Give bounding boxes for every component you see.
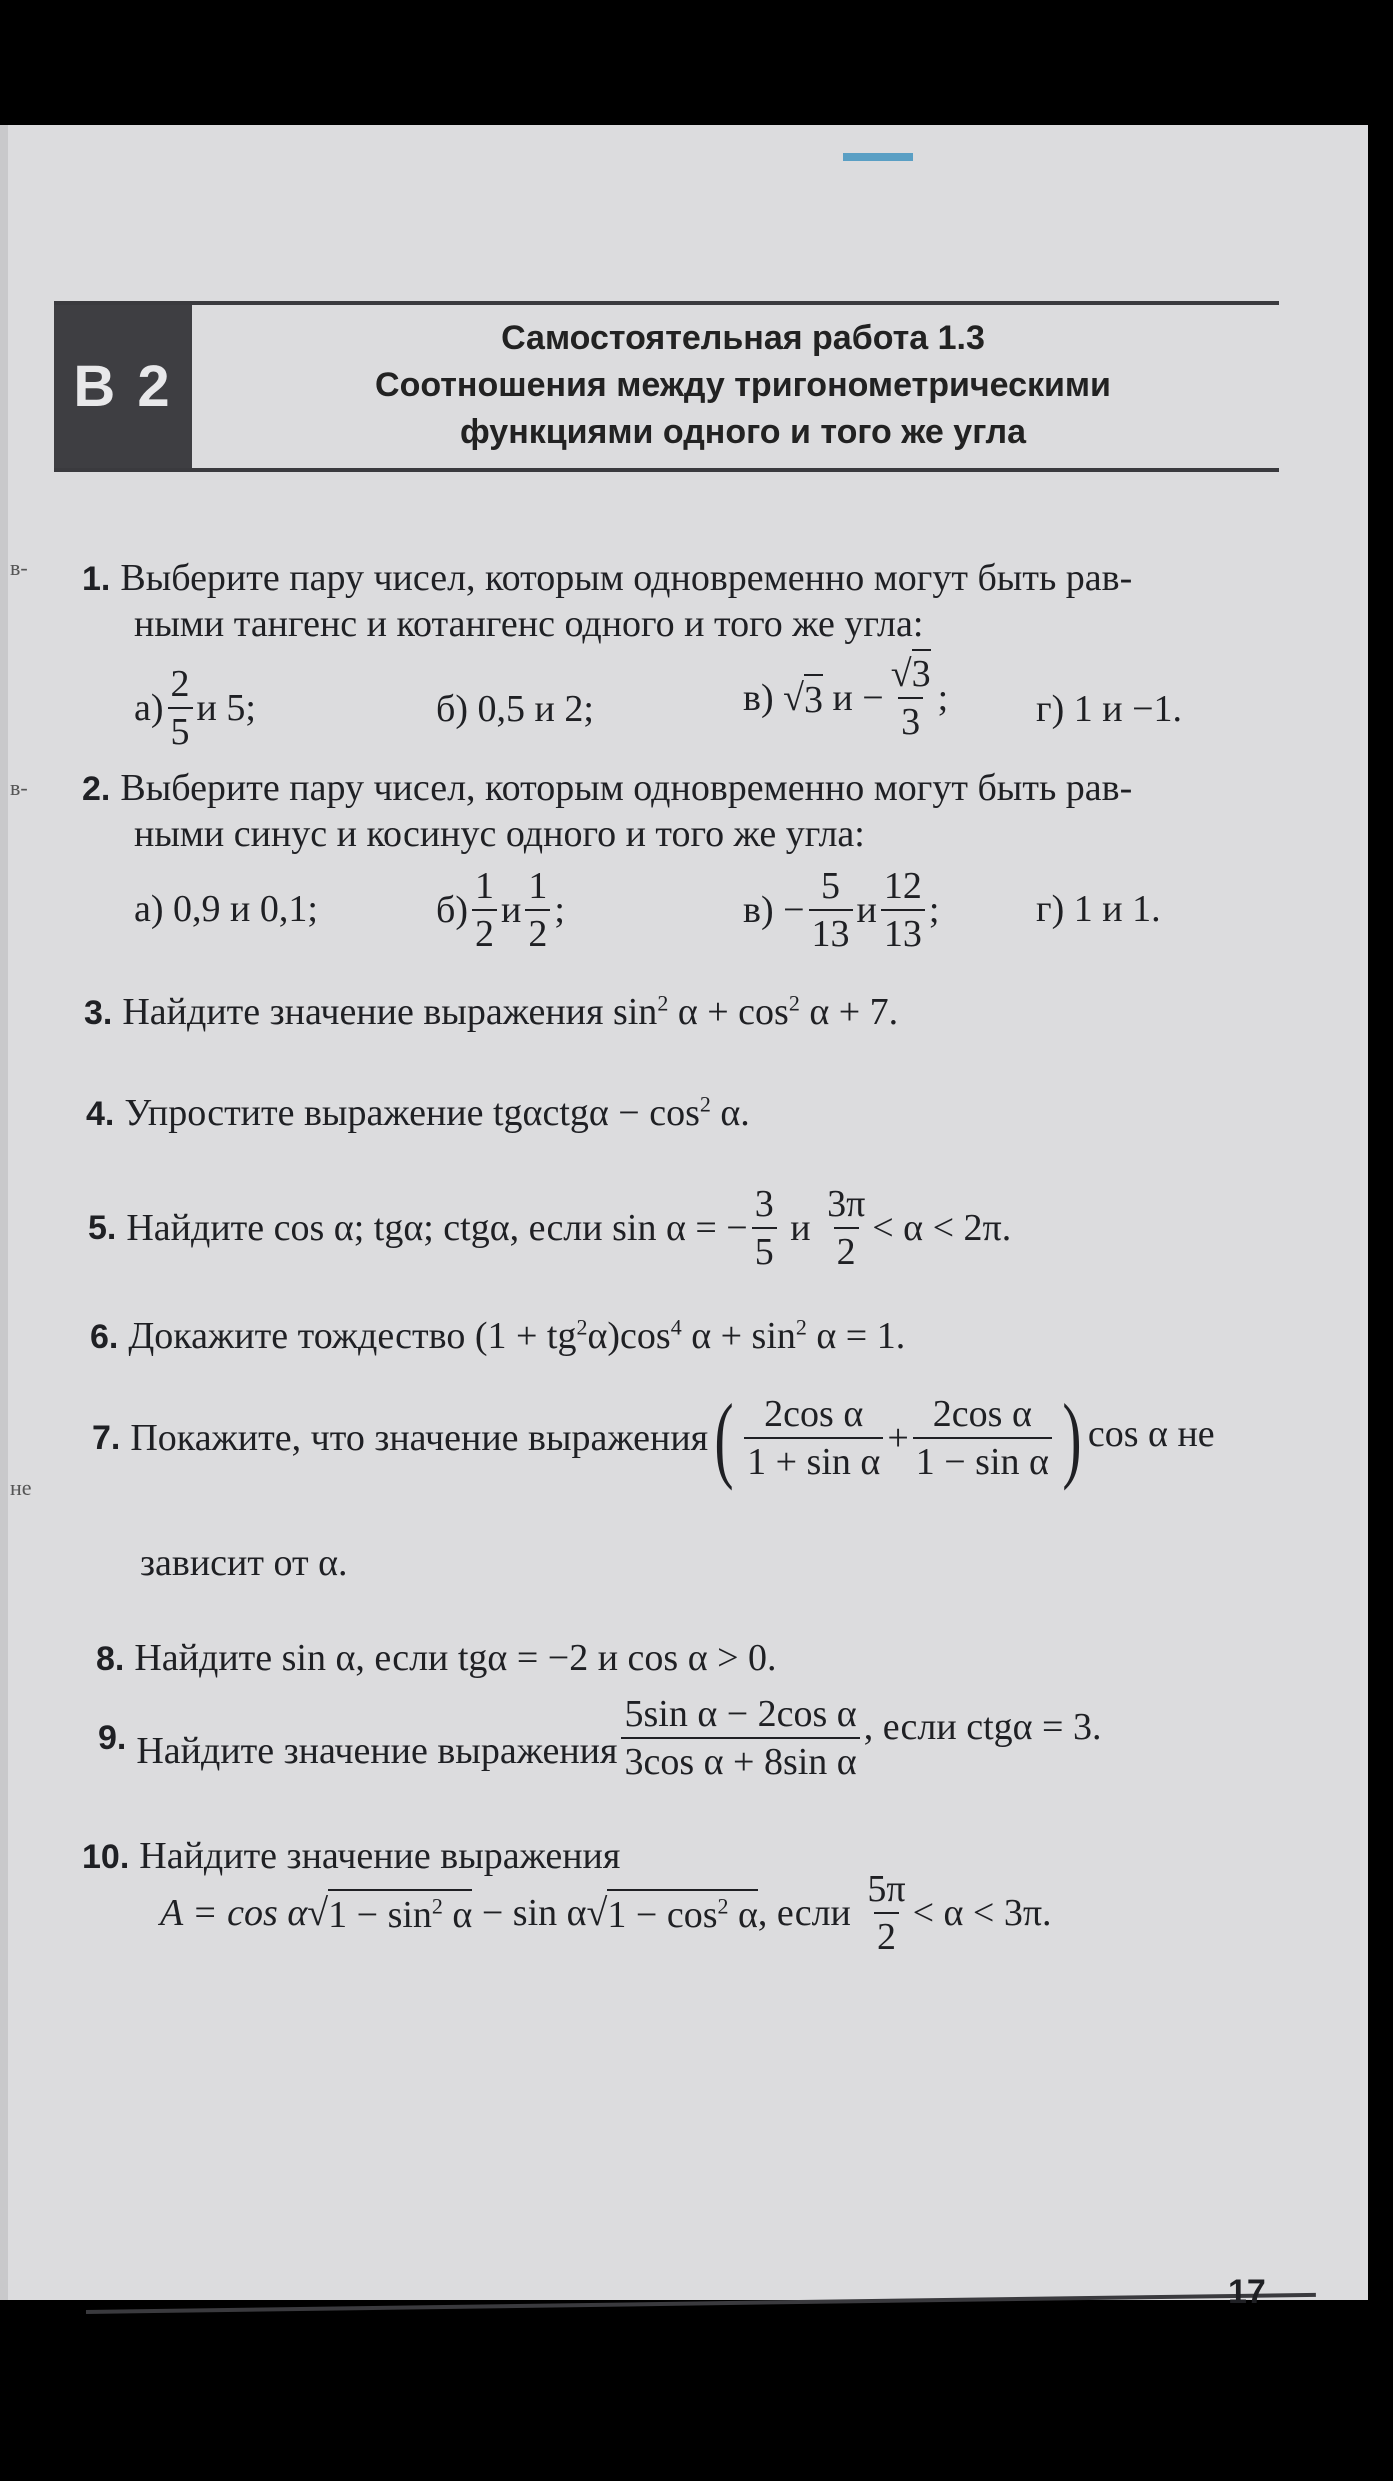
problem-7: 7. Покажите, что значение выражения ( $\frac{\text{2cos α}}{\text{1 + sin α}}$ + $\frac{\text{2cos α}}{\text{1 − sin α}}$ ) cos α не xyxy=(92,1384,1215,1491)
footer-rule xyxy=(86,2293,1316,2314)
problem-2-option-b: б) $\frac{1}{2}$ и $\frac{1}{2}$ ; xyxy=(436,865,565,955)
margin-note: в- xyxy=(10,555,28,580)
header-rule-bottom xyxy=(54,468,1279,472)
header-rule-top xyxy=(54,301,1279,305)
title-line-3: функциями одного и того же угла xyxy=(459,413,1027,451)
problem-2-option-c: в) − $\frac{5}{13}$ и $\frac{12}{13}$ ; xyxy=(743,865,940,955)
problem-1-option-a: а) $\frac{2}{5}$ и 5; xyxy=(134,663,256,753)
problem-1-option-d: г) 1 и −1. xyxy=(1036,688,1183,730)
problem-7-line-2: зависит от α. xyxy=(140,1542,348,1584)
problem-5: 5. Найдите cos α; tgα; ctgα, если sin α = − $\frac{3}{5}$ и $\frac{3\pi}{2}$ < α < 2π. xyxy=(88,1183,1012,1273)
problem-2-line-2: ными синус и косинус одного и того же угла: xyxy=(134,813,865,855)
page-title xyxy=(208,315,1278,456)
problem-9: 9. Найдите значение выражения $\frac{\text{5sin α − 2cos α}}{\text{3cos α + 8sin α}}$ , если ctgα = 3. xyxy=(98,1693,1102,1783)
problem-2: 2. Выберите пару чисел, которым одновременно могут быть рав- xyxy=(82,767,1133,809)
problem-10-expression: A = cos α √ $1 - \sin^2 \alpha$ − sin α √ $1 - \cos^2 \alpha$ , если $\frac{5\pi}{2}$ < α < 3π. xyxy=(160,1868,1052,1958)
title-line-1: Самостоятельная работа 1.3 xyxy=(501,319,985,357)
page-number: 17 xyxy=(1228,2273,1266,2311)
problem-1-option-c: в) √ 3 и − $\frac{√3}{3}$ ; xyxy=(743,655,948,741)
variant-badge: В 2 xyxy=(54,305,192,468)
margin-note: в- xyxy=(10,775,28,800)
problem-2-option-d: г) 1 и 1. xyxy=(1036,888,1161,930)
problem-1-line-2: ными тангенс и котангенс одного и того же угла: xyxy=(134,603,924,645)
problem-8: 8. Найдите sin α, если tgα = −2 и cos α > 0. xyxy=(96,1637,777,1679)
title-line-2: Соотношения между тригонометрическими xyxy=(375,366,1111,404)
problem-4: 4. Упростите выражение $tg\alpha ctg\alpha - \cos^2 \alpha$. xyxy=(86,1091,750,1134)
problem-2-option-a: а) 0,9 и 0,1; xyxy=(134,888,318,930)
problem-10: 10. Найдите значение выражения xyxy=(82,1835,621,1877)
bookmark-tab xyxy=(843,153,913,161)
problem-3: 3. Найдите значение выражения $\sin^2 \alpha + \cos^2 \alpha + 7$. xyxy=(84,990,899,1033)
book-page xyxy=(0,125,1368,2311)
problem-1-option-b: б) 0,5 и 2; xyxy=(436,688,594,730)
problem-1: 1. Выберите пару чисел, которым одновременно могут быть рав- xyxy=(82,557,1133,599)
problem-6: 6. Докажите тождество $(1 + tg^2\alpha)\cos^4$ $\alpha + \sin^2 \alpha = 1$. xyxy=(90,1314,906,1357)
margin-note: не xyxy=(10,1475,32,1500)
